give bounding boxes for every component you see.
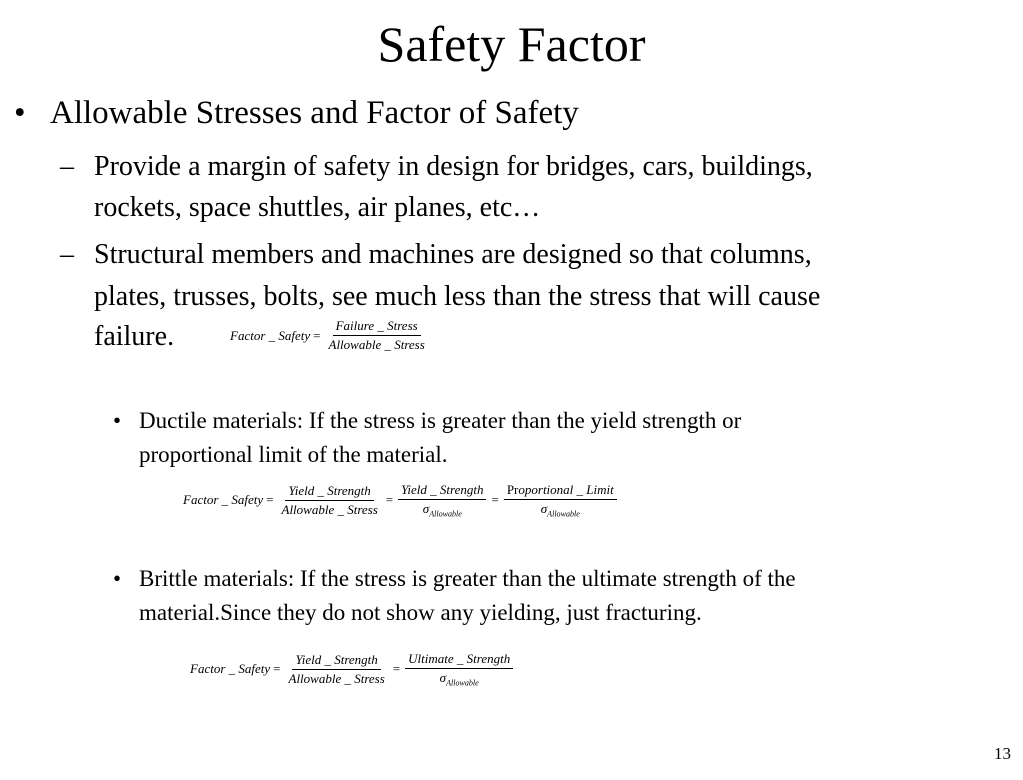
eq-numerator: Failure _ Stress [333, 318, 421, 336]
sigma-symbol: σ [422, 501, 430, 516]
eq-denominator [420, 500, 465, 519]
eq-fraction [504, 482, 617, 519]
bullet-text: material.Since they do not show any yielding, just fracturing. [139, 600, 702, 625]
bullet-marker: • [113, 566, 122, 591]
sigma-subscript: Allowable [429, 509, 462, 519]
bullet-text: proportional limit of the material. [139, 442, 448, 467]
sigma-symbol: σ [540, 501, 548, 516]
eq-fraction [279, 483, 381, 518]
eq-equals: = [491, 492, 499, 508]
equation-ductile [183, 482, 619, 519]
dash-text-line: plates, trusses, bolts, see much less than the stress that will cause [94, 281, 821, 312]
dash-marker: – [60, 239, 74, 270]
eq-numerator: Yield _ Strength [398, 482, 486, 500]
eq-denominator [538, 500, 583, 519]
eq-fraction [398, 482, 486, 519]
bullet-text: Brittle materials: If the stress is greater than the ultimate strength of the [139, 566, 796, 591]
eq-denominator [437, 669, 482, 688]
eq-numerator: Yield _ Strength [292, 652, 380, 670]
eq-fraction [405, 651, 513, 688]
eq-numerator: Ultimate _ Strength [405, 651, 513, 669]
eq-denominator: Allowable _ Stress [288, 670, 385, 686]
eq-equals: = [385, 492, 394, 508]
eq-pr: Pr [506, 482, 519, 497]
eq-numerator [504, 482, 617, 500]
sigma-subscript: Allowable [446, 678, 479, 688]
equation-factor-safety [230, 318, 430, 353]
sigma-subscript: Allowable [547, 509, 580, 519]
bullet-text: Ductile materials: If the stress is greater than the yield strength or [139, 408, 742, 433]
bullet-text: Allowable Stresses and Factor of Safety [50, 95, 579, 131]
page-number: 13 [994, 744, 1011, 763]
dash-text-line: rockets, space shuttles, air planes, etc… [94, 192, 541, 223]
dash-marker: – [60, 151, 74, 182]
eq-denominator: Allowable _ Stress [281, 501, 378, 517]
eq-equals: = [392, 661, 401, 677]
slide-title: Safety Factor [377, 16, 646, 72]
eq-num-rest: oportional _ Limit [518, 482, 614, 497]
sigma-symbol: σ [439, 670, 447, 685]
dash-text-line: Provide a margin of safety in design for bridges, cars, buildings, [94, 151, 813, 182]
bullet-marker: • [113, 408, 122, 433]
equation-brittle [190, 651, 515, 688]
eq-fraction [326, 318, 428, 353]
eq-lhs: Factor _ Safety [190, 661, 271, 677]
eq-numerator: Yield _ Strength [285, 483, 373, 501]
dash-text-line: Structural members and machines are designed so that columns, [94, 239, 812, 270]
eq-equals: = [273, 661, 281, 677]
eq-equals: = [266, 492, 274, 508]
eq-fraction [286, 652, 388, 687]
eq-denominator: Allowable _ Stress [328, 337, 425, 352]
eq-lhs: Factor _ Safety [230, 327, 311, 343]
eq-lhs: Factor _ Safety [183, 492, 264, 508]
eq-equals: = [313, 327, 321, 343]
bullet-marker: • [14, 95, 26, 131]
dash-text-line: failure. [94, 321, 175, 352]
